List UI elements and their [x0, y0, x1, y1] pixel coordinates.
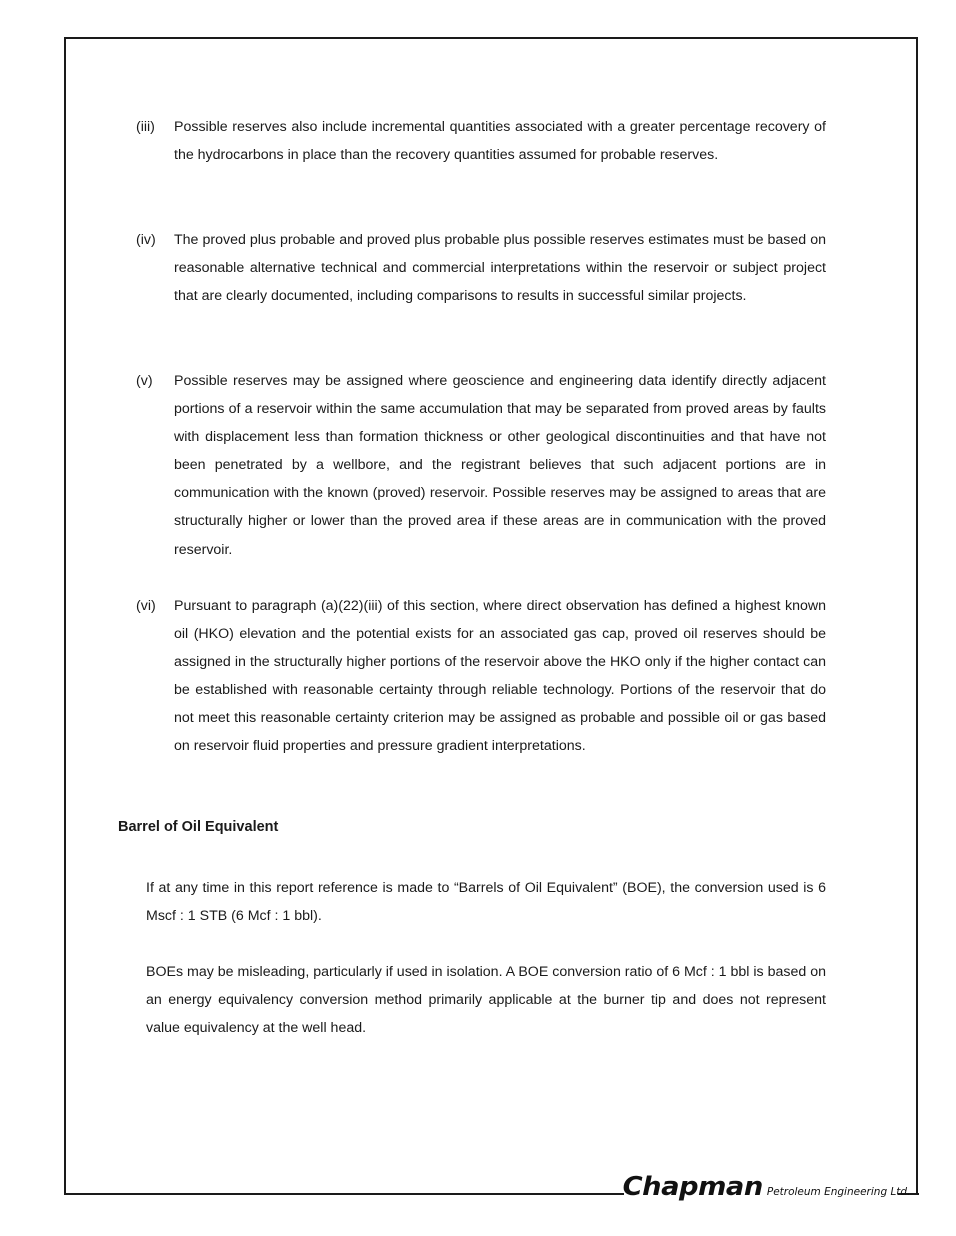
boe-paragraph: BOEs may be misleading, particularly if used in isolation. A BOE conversion ratio of 6 Mcf : 1 bbl is based on an energy equivalency conversion method primarily applicable at the burner tip and does not represent value equivalency at the well head. — [146, 964, 826, 1037]
page-border-bottom-rule — [64, 1193, 624, 1195]
list-item-iv — [136, 226, 826, 310]
list-item-iii — [136, 113, 826, 169]
footer-logo — [622, 1172, 911, 1202]
list-item-vi — [136, 592, 826, 761]
item-text: The proved plus probable and proved plus probable plus possible reserves estimates must be based on reasonable alternative technical and commercial interpretations within the reservoir or subject project that are clearly documented, including comparisons to results in successful similar projects. — [174, 232, 826, 305]
boe-paragraph: If at any time in this report reference is made to “Barrels of Oil Equivalent” (BOE), the conversion used is 6 Mscf : 1 STB (6 Mcf : 1 bbl). — [146, 880, 826, 925]
item-text: Possible reserves may be assigned where geoscience and engineering data identify directly adjacent portions of a reservoir within the same accumulation that may be separated from proved areas by faults with displacement less than formation thickness or other geological discontinuities and that have not been penetrated by a wellbore, and the registrant believes that such adjacent portions are in communication with the known (proved) reservoir. Possible reserves may be assigned to areas that are structurally higher or lower than the proved area if these areas are in communication with the proved reservoir. — [174, 373, 826, 558]
item-number: (iv) — [136, 232, 156, 248]
item-number: (iii) — [136, 119, 155, 135]
brand-subtitle: Petroleum Engineering Ltd. — [766, 1186, 911, 1198]
list-item-v — [136, 367, 826, 564]
section-heading: Barrel of Oil Equivalent — [118, 819, 279, 835]
item-text: Pursuant to paragraph (a)(22)(iii) of this section, where direct observation has defined a highest known oil (HKO) elevation and the potential exists for an associated gas cap, proved oil reserves should be assigned in the structurally higher portions of the reservoir above the HKO only if the higher contact can be established with reasonable certainty through reliable technology. Portions of the reservoir that do not meet this reasonable certainty criterion may be assigned as probable and possible oil or gas based on reservoir fluid properties and pressure gradient interpretations. — [174, 598, 826, 755]
item-number: (v) — [136, 373, 153, 389]
item-text: Possible reserves also include incremental quantities associated with a greater percentage recovery of the hydrocarbons in place than the recovery quantities assumed for probable reserves. — [174, 119, 826, 164]
brand-name: Chapman — [622, 1172, 763, 1202]
item-number: (vi) — [136, 598, 156, 614]
